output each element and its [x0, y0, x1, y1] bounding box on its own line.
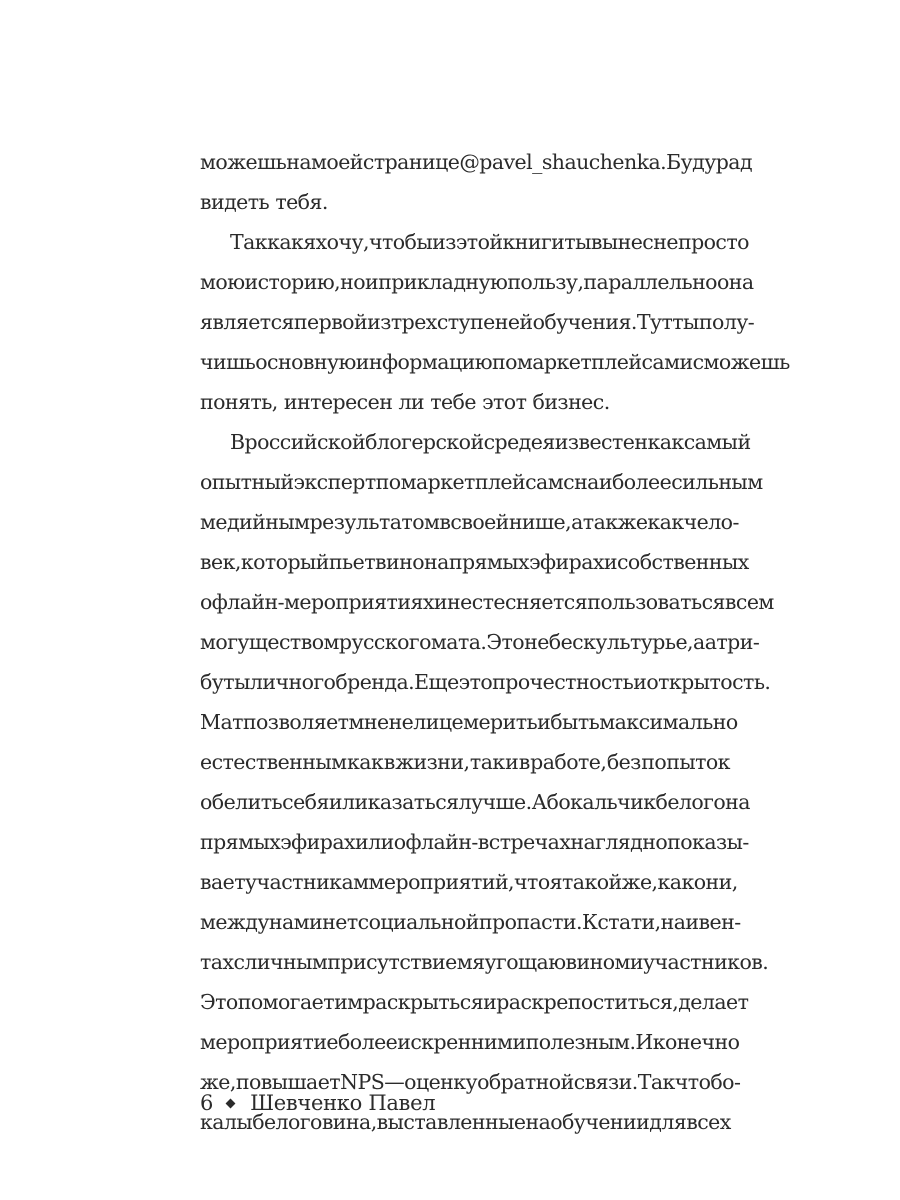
- word: русского: [338, 630, 431, 654]
- text-line: [200, 542, 749, 582]
- word: по: [492, 350, 517, 374]
- word: этой: [455, 230, 503, 254]
- word: белого: [655, 790, 726, 814]
- text-line: [200, 382, 730, 422]
- word: это: [458, 670, 493, 694]
- word: так: [469, 750, 505, 774]
- word: про: [492, 670, 530, 694]
- word: что: [674, 1070, 711, 1094]
- word: помогает: [237, 990, 335, 1014]
- word: пользу,: [507, 270, 584, 294]
- word: первой: [293, 310, 368, 334]
- word: не: [524, 630, 549, 654]
- word: бескультурье,: [548, 630, 693, 654]
- word: и: [603, 550, 617, 574]
- word: я: [542, 430, 555, 454]
- word: эфирах: [280, 830, 356, 854]
- word: бо-: [710, 1070, 741, 1094]
- word: из: [432, 230, 456, 254]
- word: атри-: [704, 630, 760, 654]
- word: в: [439, 510, 451, 534]
- word: социальной: [357, 910, 479, 934]
- word: полезным.: [525, 1030, 636, 1054]
- word: трех: [390, 310, 437, 334]
- word: же,: [621, 870, 658, 894]
- word: тебе: [430, 390, 476, 414]
- word: этот: [482, 390, 527, 414]
- word: вынес: [590, 230, 654, 254]
- word: медийным: [200, 510, 310, 534]
- word: чтобы: [368, 230, 433, 254]
- word: же,: [200, 1070, 236, 1094]
- word: нами: [268, 910, 323, 934]
- word: могуществом: [200, 630, 339, 654]
- word: как: [657, 870, 694, 894]
- text-line: [200, 182, 730, 222]
- page-footer: [200, 1083, 435, 1123]
- word: делает: [678, 990, 749, 1014]
- word: всех: [686, 1110, 731, 1134]
- word: я: [549, 870, 563, 894]
- word: белого: [252, 1110, 322, 1134]
- word: историю,: [244, 270, 341, 294]
- word: а: [693, 630, 705, 654]
- word: опытный: [200, 470, 294, 494]
- word: Так: [637, 1070, 675, 1094]
- word: является: [200, 310, 294, 334]
- word: Еще: [414, 670, 459, 694]
- word: прямых: [448, 550, 530, 574]
- word: им: [334, 990, 363, 1014]
- word: лицемерить: [413, 710, 538, 734]
- text-line: [200, 502, 739, 542]
- word: мне: [348, 710, 389, 734]
- word: максимально: [599, 710, 738, 734]
- word: который: [240, 550, 329, 574]
- word: себя: [282, 790, 329, 814]
- word: среде: [483, 430, 543, 454]
- word: сможешь: [692, 350, 790, 374]
- word: такой: [562, 870, 622, 894]
- text-line: [200, 862, 738, 902]
- word: понять,: [200, 390, 278, 414]
- word: и: [364, 270, 379, 294]
- word: они,: [693, 870, 738, 894]
- word: угощаю: [484, 950, 566, 974]
- word: век,: [200, 550, 241, 574]
- word: прямых: [200, 830, 281, 854]
- word: как: [647, 510, 684, 534]
- word: можешь: [200, 150, 287, 174]
- word: ивен-: [685, 910, 741, 934]
- text-line: [200, 822, 749, 862]
- word: параллельно: [583, 270, 717, 294]
- word: я: [303, 230, 316, 254]
- word: обучении: [550, 1110, 650, 1134]
- word: бренда.: [335, 670, 415, 694]
- word: как: [647, 430, 684, 454]
- word: обелить: [200, 790, 283, 814]
- word: бизнес.: [532, 390, 610, 414]
- word: прикладную: [378, 270, 508, 294]
- word: мероприятие: [200, 1030, 339, 1054]
- text-line: [200, 1022, 740, 1062]
- paragraph: [200, 142, 753, 222]
- word: нет: [322, 910, 358, 934]
- word: мероприятий,: [368, 870, 515, 894]
- word: моей: [311, 150, 363, 174]
- word: основную: [255, 350, 356, 374]
- word: российской: [244, 430, 366, 454]
- word: ты: [564, 230, 591, 254]
- word: для: [649, 1110, 687, 1134]
- word: выставленные: [376, 1110, 526, 1134]
- word: присутствием: [327, 950, 473, 974]
- word: офлайн-мероприятиях: [200, 590, 434, 614]
- word: или: [328, 790, 368, 814]
- word: наиболее: [574, 470, 672, 494]
- word: не: [446, 590, 472, 614]
- word: оценку: [404, 1070, 478, 1094]
- text-line: [200, 222, 749, 262]
- word: вином: [565, 950, 630, 974]
- word: а: [571, 510, 583, 534]
- word: более: [338, 1030, 398, 1054]
- word: маркетплейсам: [516, 350, 680, 374]
- diamond-icon: [226, 1098, 236, 1108]
- word: пользоваться: [587, 590, 725, 614]
- word: мата.: [430, 630, 487, 654]
- word: открытость.: [646, 670, 771, 694]
- word: самый: [683, 430, 751, 454]
- word: хочу,: [315, 230, 369, 254]
- word: жизни,: [395, 750, 470, 774]
- word: и: [679, 350, 693, 374]
- word: И: [635, 1030, 653, 1054]
- word: буты: [200, 670, 250, 694]
- word: на: [424, 550, 449, 574]
- page-number: 6: [200, 1091, 214, 1115]
- word: с: [563, 470, 575, 494]
- word: в: [518, 750, 530, 774]
- word: личным: [244, 950, 328, 974]
- word: участников.: [643, 950, 769, 974]
- word: эксперт: [293, 470, 376, 494]
- word: и: [483, 990, 497, 1014]
- word: быть: [550, 710, 600, 734]
- word: или: [355, 830, 394, 854]
- word: что: [514, 870, 550, 894]
- word: естественным: [200, 750, 347, 774]
- text-line: [200, 262, 754, 302]
- word: казаться: [367, 790, 459, 814]
- word: Мат: [200, 710, 243, 734]
- word: вина,: [321, 1110, 377, 1134]
- body-text: [200, 142, 790, 1142]
- word: на: [660, 910, 686, 934]
- word: интересен: [283, 390, 393, 414]
- paragraph: [200, 222, 790, 422]
- word: офлайн-встречах: [393, 830, 571, 854]
- text-line: [200, 582, 774, 622]
- word: В: [230, 430, 245, 454]
- word: своей: [450, 510, 509, 534]
- word: тебя.: [275, 190, 328, 214]
- text-line: [200, 302, 755, 342]
- word: NPS: [340, 1070, 385, 1094]
- word: Тут: [636, 310, 673, 334]
- word: между: [200, 910, 269, 934]
- word: и: [512, 1030, 526, 1054]
- word: обучения.: [532, 310, 637, 334]
- paragraph: [200, 422, 774, 1142]
- word: результатом: [309, 510, 440, 534]
- word: ли: [398, 390, 425, 414]
- word: конечно: [652, 1030, 740, 1054]
- word: показы-: [667, 830, 749, 854]
- word: вает: [200, 870, 246, 894]
- word: чишь: [200, 350, 256, 374]
- word: Кстати,: [582, 910, 661, 934]
- word: на: [525, 1110, 551, 1134]
- word: на: [725, 790, 750, 814]
- word: калы: [200, 1110, 253, 1134]
- word: чело-: [683, 510, 739, 534]
- word: книги: [502, 230, 565, 254]
- word: блогерской: [365, 430, 484, 454]
- word: работе,: [530, 750, 607, 774]
- word: и: [633, 670, 647, 694]
- word: информацию: [355, 350, 492, 374]
- word: Так: [230, 230, 268, 254]
- word: А: [531, 790, 547, 814]
- word: позволяет: [242, 710, 349, 734]
- word: известен: [554, 430, 648, 454]
- word: эфирах: [529, 550, 604, 574]
- text-line: [200, 742, 730, 782]
- word: видеть: [200, 190, 270, 214]
- text-line: [200, 702, 738, 742]
- word: всем: [724, 590, 774, 614]
- word: участникам: [245, 870, 369, 894]
- word: с: [233, 950, 245, 974]
- word: по: [375, 470, 401, 494]
- text-line: [200, 422, 751, 462]
- word: как: [347, 750, 384, 774]
- word: —: [384, 1070, 405, 1094]
- word: Это: [486, 630, 525, 654]
- word: без: [606, 750, 641, 774]
- word: бокальчик: [546, 790, 656, 814]
- word: не: [388, 710, 414, 734]
- word: @pavel_shauchenka.: [459, 150, 667, 174]
- word: ты: [672, 310, 699, 334]
- word: она: [716, 270, 754, 294]
- word: и: [433, 590, 447, 614]
- word: стесняется: [471, 590, 588, 614]
- text-line: [200, 782, 750, 822]
- word: личного: [249, 670, 336, 694]
- word: маркетплейсам: [400, 470, 564, 494]
- word: нише,: [508, 510, 572, 534]
- text-line: [200, 462, 763, 502]
- word: лучше.: [458, 790, 532, 814]
- text-line: [200, 942, 769, 982]
- word: раскрепоститься,: [496, 990, 679, 1014]
- word: сильным: [671, 470, 763, 494]
- word: просто: [677, 230, 749, 254]
- word: раскрыться: [362, 990, 484, 1014]
- word: Это: [200, 990, 238, 1014]
- word: но: [340, 270, 365, 294]
- word: пьет: [328, 550, 376, 574]
- word: полу-: [698, 310, 755, 334]
- word: обратной: [477, 1070, 574, 1094]
- word: рад: [715, 150, 753, 174]
- word: как: [267, 230, 304, 254]
- text-line: [200, 982, 749, 1022]
- text-line: [200, 142, 753, 182]
- word: ступеней: [436, 310, 533, 334]
- word: из: [367, 310, 391, 334]
- text-line: [200, 902, 741, 942]
- word: искренним: [397, 1030, 513, 1054]
- word: попыток: [641, 750, 730, 774]
- word: честность: [529, 670, 634, 694]
- word: связи.: [573, 1070, 638, 1094]
- word: вино: [375, 550, 425, 574]
- text-line: [200, 662, 771, 702]
- word: странице: [362, 150, 460, 174]
- word: не: [653, 230, 678, 254]
- word: мою: [200, 270, 245, 294]
- word: собственных: [617, 550, 749, 574]
- text-line: [200, 342, 790, 382]
- word: тах: [200, 950, 234, 974]
- word: на: [286, 150, 311, 174]
- word: я: [472, 950, 485, 974]
- word: повышает: [235, 1070, 341, 1094]
- word: и: [505, 750, 519, 774]
- word: наглядно: [570, 830, 668, 854]
- text-line: [200, 622, 760, 662]
- word: и: [629, 950, 644, 974]
- word: и: [537, 710, 551, 734]
- word: также: [582, 510, 648, 534]
- word: Буду: [666, 150, 716, 174]
- word: пропасти.: [478, 910, 582, 934]
- footer-author: Шевченко Павел: [250, 1091, 436, 1115]
- word: в: [383, 750, 395, 774]
